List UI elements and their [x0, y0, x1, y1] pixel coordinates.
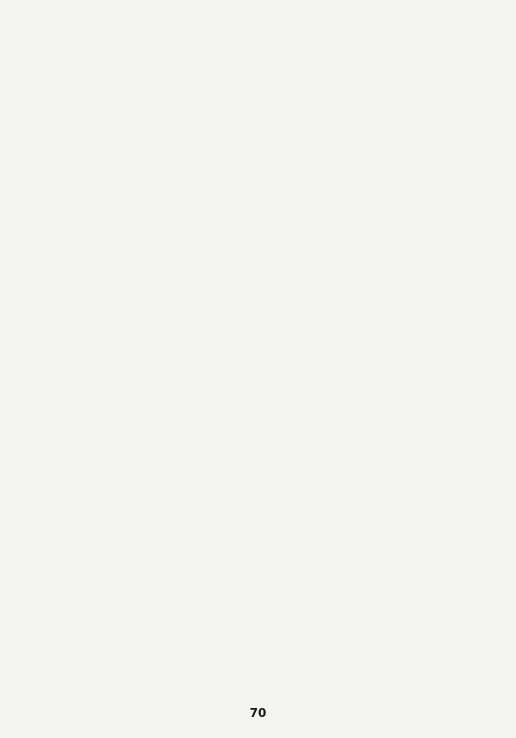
page-number: 70 [249, 706, 267, 720]
